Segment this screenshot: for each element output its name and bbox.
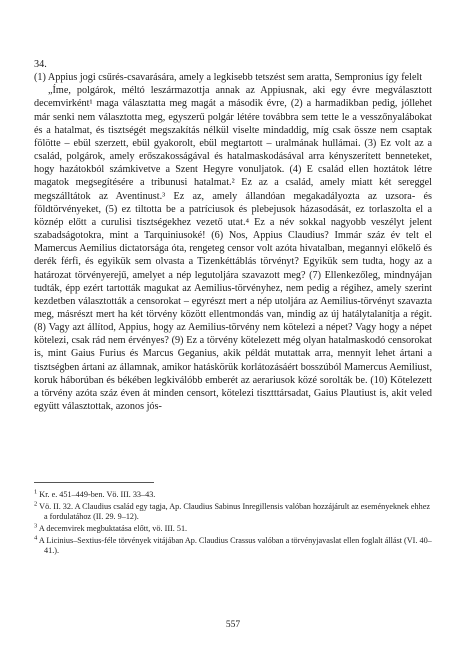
footnote-number: 1 xyxy=(34,488,38,496)
footnote-4 xyxy=(34,533,432,557)
footnote-text: Vö. II. 32. A Claudius család egy tagja, Ap. Claudius Sabinus Inregillensis valóban hozzájárult az eseményeknek ehhez a fordulatához (II. 29. 9–12). xyxy=(39,501,431,522)
page-number: 557 xyxy=(225,620,241,630)
footnote-text: A Licinius–Sextius-féle törvények vitájában Ap. Claudius Crassus valóban a törvényjavaslat ellen foglalt állást (VI. 40–41.). xyxy=(38,535,432,555)
footnote-1 xyxy=(34,490,432,500)
footnote-3 xyxy=(34,524,432,534)
footnote-2 xyxy=(34,502,432,523)
footnote-number: 4 xyxy=(34,533,38,541)
footnote-number: 2 xyxy=(34,500,38,508)
footnote-number: 3 xyxy=(34,522,38,530)
footnotes xyxy=(34,490,432,558)
footnote-text: A decemvirek megbuktatása előtt, vö. III. 51. xyxy=(38,523,188,533)
chapter-number: 34. xyxy=(34,59,47,70)
footnote-text: Kr. e. 451–449-ben. Vö. III. 33–43. xyxy=(39,490,156,499)
paragraph-intro: (1) Appius jogi csűrés-csavarására, amely a legkisebb tetszést sem aratta, Sempronius így felelt xyxy=(34,72,423,84)
footnote-separator xyxy=(34,482,154,483)
paragraph-speech: „Íme, polgárok, méltó leszármazottja annak az Appiusnak, aki egy évre megválasztott decemvirként¹ maga választatta meg magát a második évre, (2) a harmadikban pedig, jóllehet már senki nem választotta meg, egyszerű polgár létére továbbra sem tette le a vesszőnyalábokat és a hatalmat, és tisztségét megszakítás nélkül viselte mindaddig, míg csak össze nem csaptak fölötte – ebül szerzett, ebül gyakorolt, ebül megtartott – uralmának hullámai. (3) Ez volt az a család, polgárok, amely erőszakosságával és hatalmaskodásával arra kényszerített benneteket, hogy hazátokból számkivetve a Szent Hegyre vonuljatok. (4) E család ellen hoztátok létre magatok megsegítésére a tribunusi hatalmat.² Ez az a család, amely miatt két sereggel megszálltátok az Aventinust.³ Ez az, amely állandóan megakadályozta az uzsora- és földtörvényeket, (5) ez tiltotta be a patríciusok és plebejusok házasodását, ez torlaszolta el a köznép előtt a curulisi tisztségekhez vezető utat.⁴ Ez a név sokkal nagyobb veszélyt jelent szabadságotokra, mint a Tarquiniusoké! (6) Nos, Appius Claudius? Immár száz év telt el Mamercus Aemilius dictatorsága óta, rengeteg censor volt azóta hivatalban, megannyi előkelő és derék férfi, és egyikük sem olvasta a Tizenkéttáblás törvényt? Egyikük sem tudta, hogy az a határozat törvényerejű, amelyet a nép legutoljára szavazott meg? (7) Ellenkezőleg, mindnyájan tudták, épp ezért tartották magukat az Aemilius-törvényhez, nem pedig a régihez, amely szerint kezdetben választották a censorokat – egyrészt mert a nép utoljára az Aemilius-törvényt szavazta meg, másrészt mert ha két törvény között ellentmondás van, mindig az új hatálytalanítja a régit. (8) Vagy azt állítod, Appius, hogy az Aemilius-törvény nem kötelezi a népet? Vagy hogy a népet kötelezi, csak rád nem érvényes? (9) Ez a törvény kötelezett még olyan hatalmaskodó censorokat is, mint Gaius Furius és Marcus Geganius, akik példát mutattak arra, mennyit lehet ártani a tisztségben ártani az államnak, amikor hatáskörük korlátozásáért bosszúból Mamercus Aemiliust, koruk háborúban és békében legkiválóbb emberét az aerariusok közé sorolták be. (10) Kötelezett a törvény azóta száz éven át minden censort, kötelezi tisztttársadat, Gaius Plautiust is, akit veled együtt választottak, azonos jós- xyxy=(34,85,432,413)
main-text xyxy=(34,58,432,413)
